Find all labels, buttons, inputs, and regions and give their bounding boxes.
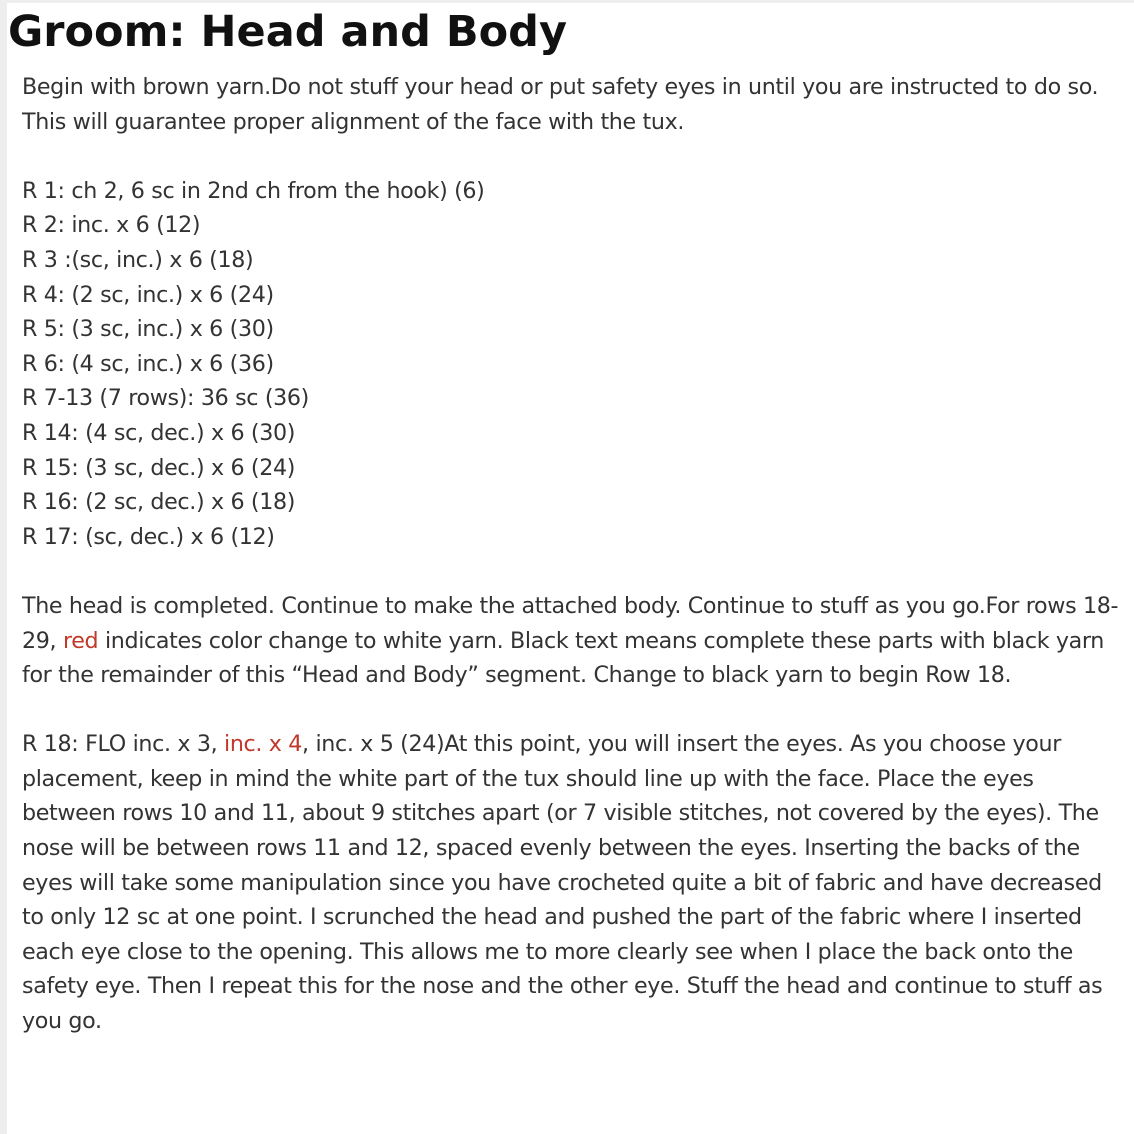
- left-divider: [0, 0, 7, 1134]
- row-instruction: R 16: (2 sc, dec.) x 6 (18): [22, 489, 296, 516]
- row-18-text-end: , inc. x 5 (24)At this point, you will insert the eyes. As you choose your placement, keep in mind the white part of the tux should line up with the face. Place the eyes between rows 10 and 11, about 9 stitches apart (or 7 visible stitches, not covered by the eyes). The nose will be between rows 11 and 12, spaced evenly between the eyes. Inserting the backs of the eyes will take some manipulation since you have crocheted quite a bit of fabric and have decreased to only 12 sc at one point. I scrunched the head and pushed the part of the fabric where I inserted each eye close to the opening. This allows me to more clearly see when I place the back onto the safety eye. Then I repeat this for the nose and the other eye. Stuff the head and continue to stuff as you go.: [22, 731, 1103, 1035]
- row-instruction: R 7-13 (7 rows): 36 sc (36): [22, 385, 309, 412]
- intro-paragraph: Begin with brown yarn.Do not stuff your head or put safety eyes in until you are instructed to do so. This will guarantee proper alignment of the face with the tux.: [22, 74, 1099, 135]
- row-instruction: R 14: (4 sc, dec.) x 6 (30): [22, 419, 296, 446]
- row-18-paragraph: [22, 727, 1126, 1038]
- top-divider: [0, 0, 1134, 3]
- body-intro-text-end: indicates color change to white yarn. Black text means complete these parts with black yarn for the remainder of this “Head and Body” segment. Change to black yarn to begin Row 18.: [22, 627, 1105, 689]
- row-instruction: R 3 :(sc, inc.) x 6 (18): [22, 246, 254, 273]
- paragraph-gap: [22, 554, 1126, 589]
- row-instruction: R 15: (3 sc, dec.) x 6 (24): [22, 454, 296, 481]
- page-title: Groom: Head and Body: [8, 7, 567, 57]
- paragraph-gap: [22, 693, 1126, 728]
- head-rows-list: [22, 174, 1126, 555]
- paragraph-gap: [22, 139, 1126, 174]
- row-instruction: R 4: (2 sc, inc.) x 6 (24): [22, 281, 274, 308]
- red-white-yarn-segment: inc. x 4: [224, 731, 303, 758]
- row-instruction: R 5: (3 sc, inc.) x 6 (30): [22, 316, 274, 343]
- body-intro-text-start: The head is completed. Continue to make the attached body. Continue to stuff as you go.For rows 18-29,: [22, 592, 1119, 654]
- document-body: [22, 70, 1126, 1039]
- row-18-text-start: R 18: FLO inc. x 3,: [22, 731, 225, 758]
- row-instruction: R 1: ch 2, 6 sc in 2nd ch from the hook) (6): [22, 177, 485, 204]
- body-intro-paragraph: [22, 589, 1126, 693]
- row-instruction: R 6: (4 sc, inc.) x 6 (36): [22, 350, 274, 377]
- row-instruction: R 2: inc. x 6 (12): [22, 212, 201, 239]
- red-color-keyword: red: [62, 627, 99, 654]
- row-instruction: R 17: (sc, dec.) x 6 (12): [22, 523, 275, 550]
